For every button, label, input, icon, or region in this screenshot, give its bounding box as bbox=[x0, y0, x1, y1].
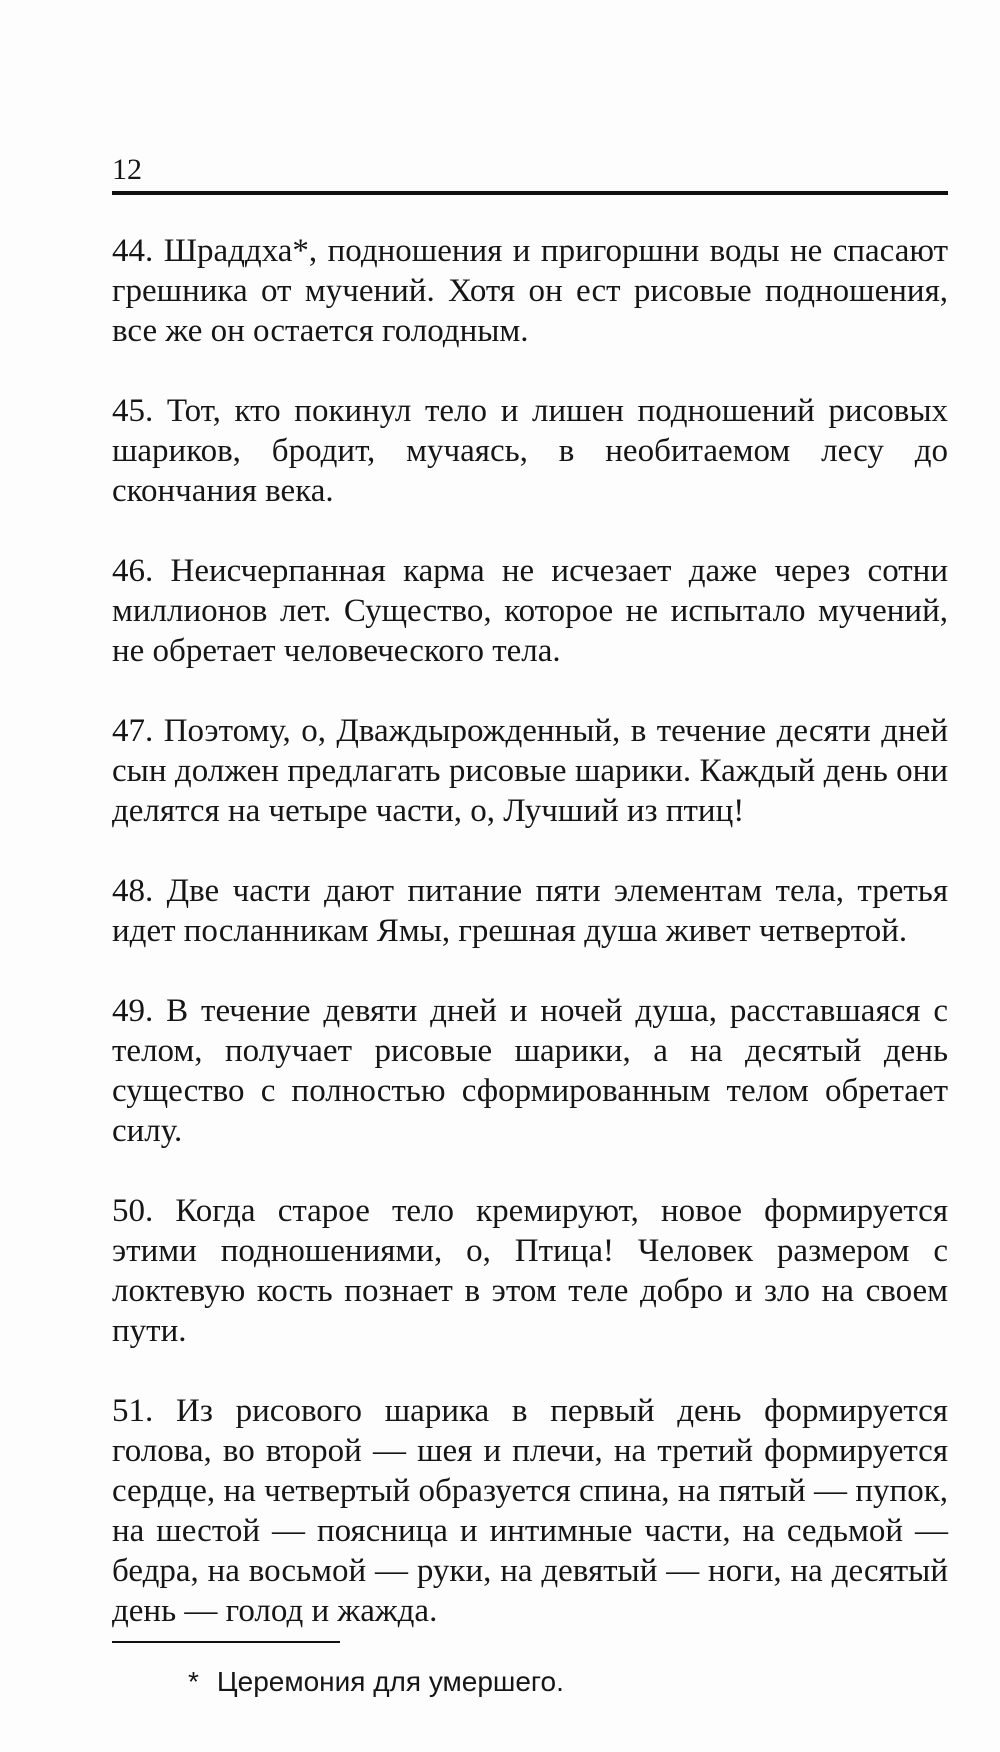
verse-51: 51. Из рисового шарика в первый день формируется голова, во второй — шея и плечи, на третий формируется сердце, на четвертый образуется спина, на пятый — пупок, на шестой — поясница и интимные части, на седьмой — бедра, на восьмой — руки, на девятый — ноги, на десятый день — голод и жажда. bbox=[112, 1393, 948, 1629]
verse-44: 44. Шраддха*, подношения и пригоршни воды не спасают грешника от мучений. Хотя он ест рисовые подношения, все же он остается голодным. bbox=[112, 233, 948, 349]
page-number: 12 bbox=[112, 153, 142, 186]
verse-list bbox=[112, 231, 948, 1631]
verse-47: 47. Поэтому, о, Дваждырожденный, в течение десяти дней сын должен предлагать рисовые шарики. Каждый день они делятся на четыре части, о, Лучший из птиц! bbox=[112, 713, 948, 829]
header-rule bbox=[112, 191, 948, 195]
verse-50: 50. Когда старое тело кремируют, новое формируется этими подношениями, о, Птица! Человек размером с локтевую кость познает в этом теле добро и зло на своем пути. bbox=[112, 1193, 948, 1349]
page-header bbox=[112, 150, 948, 190]
verse-45: 45. Тот, кто покинул тело и лишен подношений рисовых шариков, бродит, мучаясь, в необитаемом лесу до скончания века. bbox=[112, 393, 948, 509]
verse-48: 48. Две части дают питание пяти элементам тела, третья идет посланникам Ямы, грешная душа живет четвертой. bbox=[112, 873, 948, 949]
footnote bbox=[188, 1665, 564, 1699]
verse-46: 46. Неисчерпанная карма не исчезает даже через сотни миллионов лет. Существо, которое не испытало мучений, не обретает человеческого тела. bbox=[112, 553, 948, 669]
footnote-mark: * bbox=[188, 1666, 199, 1697]
verse-49: 49. В течение девяти дней и ночей душа, расставшаяся с телом, получает рисовые шарики, а на десятый день существо с полностью сформированным телом обретает силу. bbox=[112, 993, 948, 1149]
footnote-text: Церемония для умершего. bbox=[216, 1666, 564, 1697]
footnote-rule bbox=[112, 1641, 340, 1643]
